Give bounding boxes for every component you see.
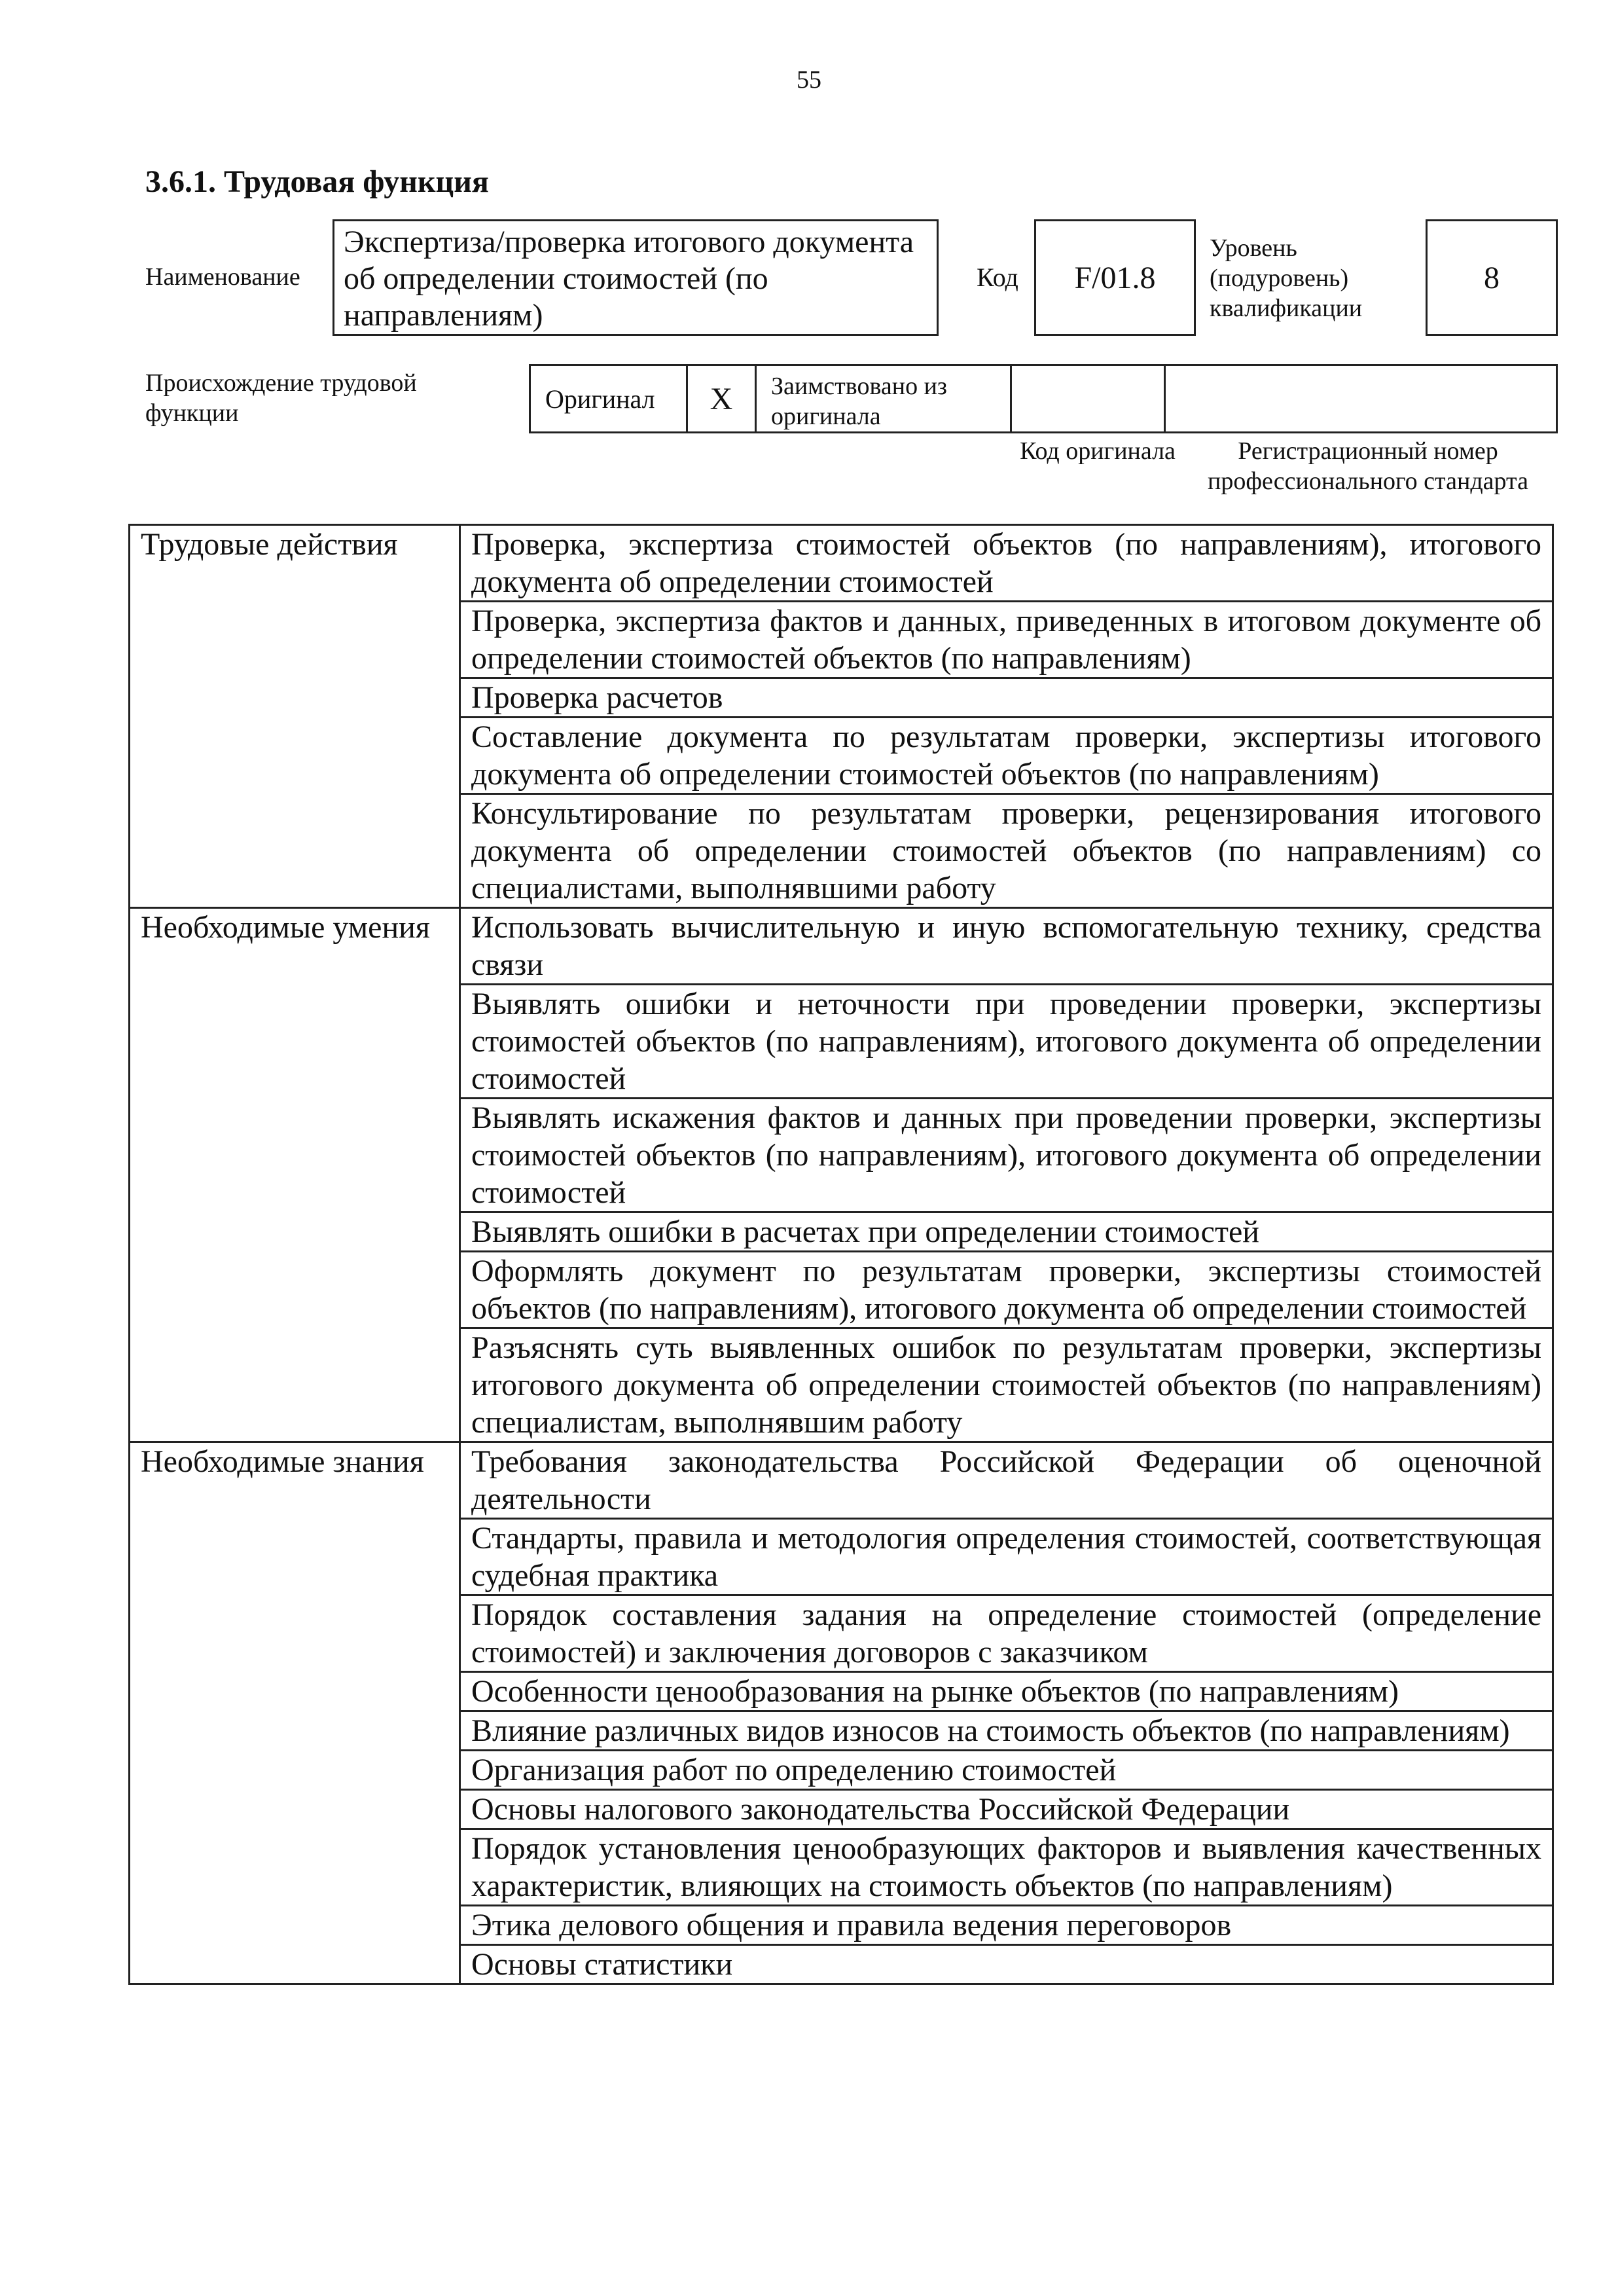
category-actions: Трудовые действия [130, 525, 460, 908]
table-row [130, 525, 1553, 602]
original-cell: Оригинал [531, 366, 688, 431]
category-knowledge: Необходимые знания [130, 1442, 460, 1984]
level-label: Уровень (подуровень) квалификации [1210, 234, 1363, 322]
registration-number-cell [1166, 366, 1556, 431]
borrowed-cell: Заимствовано из оригинала [757, 366, 1012, 431]
code-box: F/01.8 [1034, 219, 1196, 336]
table-cell: Проверка, экспертиза стоимостей объектов (по направлениям), итогового документа об определении стоимостей [460, 525, 1553, 602]
table-cell: Особенности ценообразования на рынке объектов (по направлениям) [460, 1672, 1553, 1711]
code-label: Код [977, 263, 1018, 292]
table-cell: Использовать вычислительную и иную вспомогательную технику, средства связи [460, 908, 1553, 985]
original-mark: X [688, 366, 757, 431]
table-cell: Проверка расчетов [460, 678, 1553, 718]
name-label: Наименование [145, 263, 300, 291]
table-cell: Этика делового общения и правила ведения переговоров [460, 1906, 1553, 1945]
category-skills: Необходимые умения [130, 908, 460, 1442]
table-row [130, 908, 1553, 985]
table-cell: Составление документа по результатам проверки, экспертизы итогового документа об определении стоимостей объектов (по направлениям) [460, 718, 1553, 794]
section-title: 3.6.1. Трудовая функция [145, 164, 489, 199]
table-cell: Стандарты, правила и методология определения стоимостей, соответствующая судебная практика [460, 1519, 1553, 1595]
table-cell: Порядок составления задания на определение стоимостей (определение стоимостей) и заключения договоров с заказчиком [460, 1595, 1553, 1672]
table-cell: Консультирование по результатам проверки, рецензирования итогового документа об определении стоимостей объектов (по направлениям) со специалистами, выполнявшими работу [460, 794, 1553, 908]
level-box: 8 [1426, 219, 1558, 336]
table-cell: Основы налогового законодательства Российской Федерации [460, 1790, 1553, 1829]
page-number: 55 [797, 66, 821, 94]
function-name-box: Экспертиза/проверка итогового документа об определении стоимостей (по направлениям) [333, 219, 939, 336]
caption-code: Код оригинала [1020, 437, 1176, 465]
table-cell: Организация работ по определению стоимостей [460, 1751, 1553, 1790]
origin-label: Происхождение трудовой функции [145, 369, 417, 427]
origin-row [529, 364, 1558, 433]
table-cell: Оформлять документ по результатам проверки, экспертизы стоимостей объектов (по направлениям), итогового документа об определении стоимостей [460, 1252, 1553, 1328]
table-cell: Порядок установления ценообразующих факторов и выявления качественных характеристик, влияющих на стоимость объектов (по направлениям) [460, 1829, 1553, 1906]
table-cell: Выявлять ошибки и неточности при проведении проверки, экспертизы стоимостей объектов (по направлениям), итогового документа об определении стоимостей [460, 985, 1553, 1099]
table-cell: Влияние различных видов износов на стоимость объектов (по направлениям) [460, 1711, 1553, 1751]
table-cell: Проверка, экспертиза фактов и данных, приведенных в итоговом документе об определении стоимостей объектов (по направлениям) [460, 602, 1553, 678]
table-cell: Основы статистики [460, 1945, 1553, 1984]
table-cell: Выявлять ошибки в расчетах при определении стоимостей [460, 1212, 1553, 1252]
table-row [130, 1442, 1553, 1519]
original-code-cell [1012, 366, 1166, 431]
function-table [128, 524, 1554, 1985]
table-cell: Требования законодательства Российской Федерации об оценочной деятельности [460, 1442, 1553, 1519]
table-cell: Выявлять искажения фактов и данных при проведении проверки, экспертизы стоимостей объектов (по направлениям), итогового документа об определении стоимостей [460, 1099, 1553, 1212]
caption-registration: Регистрационный номер профессионального стандарта [1208, 437, 1528, 495]
table-cell: Разъяснять суть выявленных ошибок по результатам проверки, экспертизы итогового документа об определении стоимостей объектов (по направлениям) специалистам, выполнявшим работу [460, 1328, 1553, 1442]
